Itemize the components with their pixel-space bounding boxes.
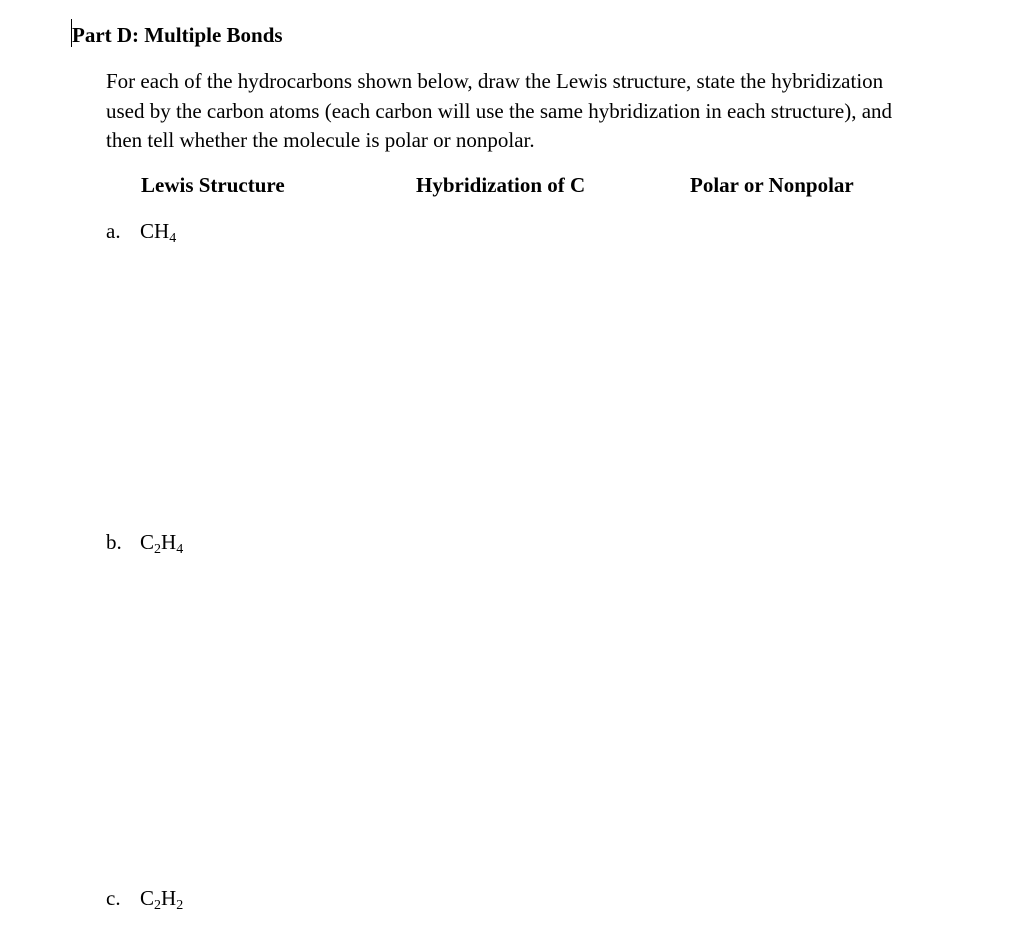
part-title: Part D: Multiple Bonds: [72, 23, 283, 47]
formula-subscript: 2: [154, 542, 162, 557]
formula-subscript: 4: [169, 231, 177, 246]
instructions-line: then tell whether the molecule is polar or nonpolar.: [106, 128, 535, 152]
formula-element: C: [140, 886, 155, 910]
formula-subscript: 4: [176, 542, 184, 557]
formula: [140, 886, 184, 913]
formula: [140, 219, 177, 246]
column-header-hybridization: Hybridization of C: [416, 173, 586, 197]
formula-element: C: [140, 219, 155, 243]
question-item-c: [106, 885, 183, 911]
formula-element: H: [161, 530, 177, 554]
instructions-line: For each of the hydrocarbons shown below, draw the Lewis structure, state the hybridization: [106, 69, 884, 93]
instructions-paragraph: [106, 67, 986, 156]
item-letter: b.: [106, 530, 122, 554]
question-item-b: [106, 529, 183, 555]
formula-element: H: [161, 886, 177, 910]
formula-subscript: 2: [176, 898, 184, 913]
column-header-lewis-structure: Lewis Structure: [141, 173, 285, 197]
formula-element: C: [140, 530, 155, 554]
formula-subscript: 2: [154, 898, 162, 913]
column-header-polarity: Polar or Nonpolar: [690, 173, 854, 197]
question-item-a: [106, 218, 176, 244]
formula-element: H: [154, 219, 170, 243]
item-letter: a.: [106, 219, 121, 243]
item-letter: c.: [106, 886, 121, 910]
formula: [140, 530, 184, 557]
instructions-line: used by the carbon atoms (each carbon will use the same hybridization in each structure), and: [106, 98, 893, 123]
